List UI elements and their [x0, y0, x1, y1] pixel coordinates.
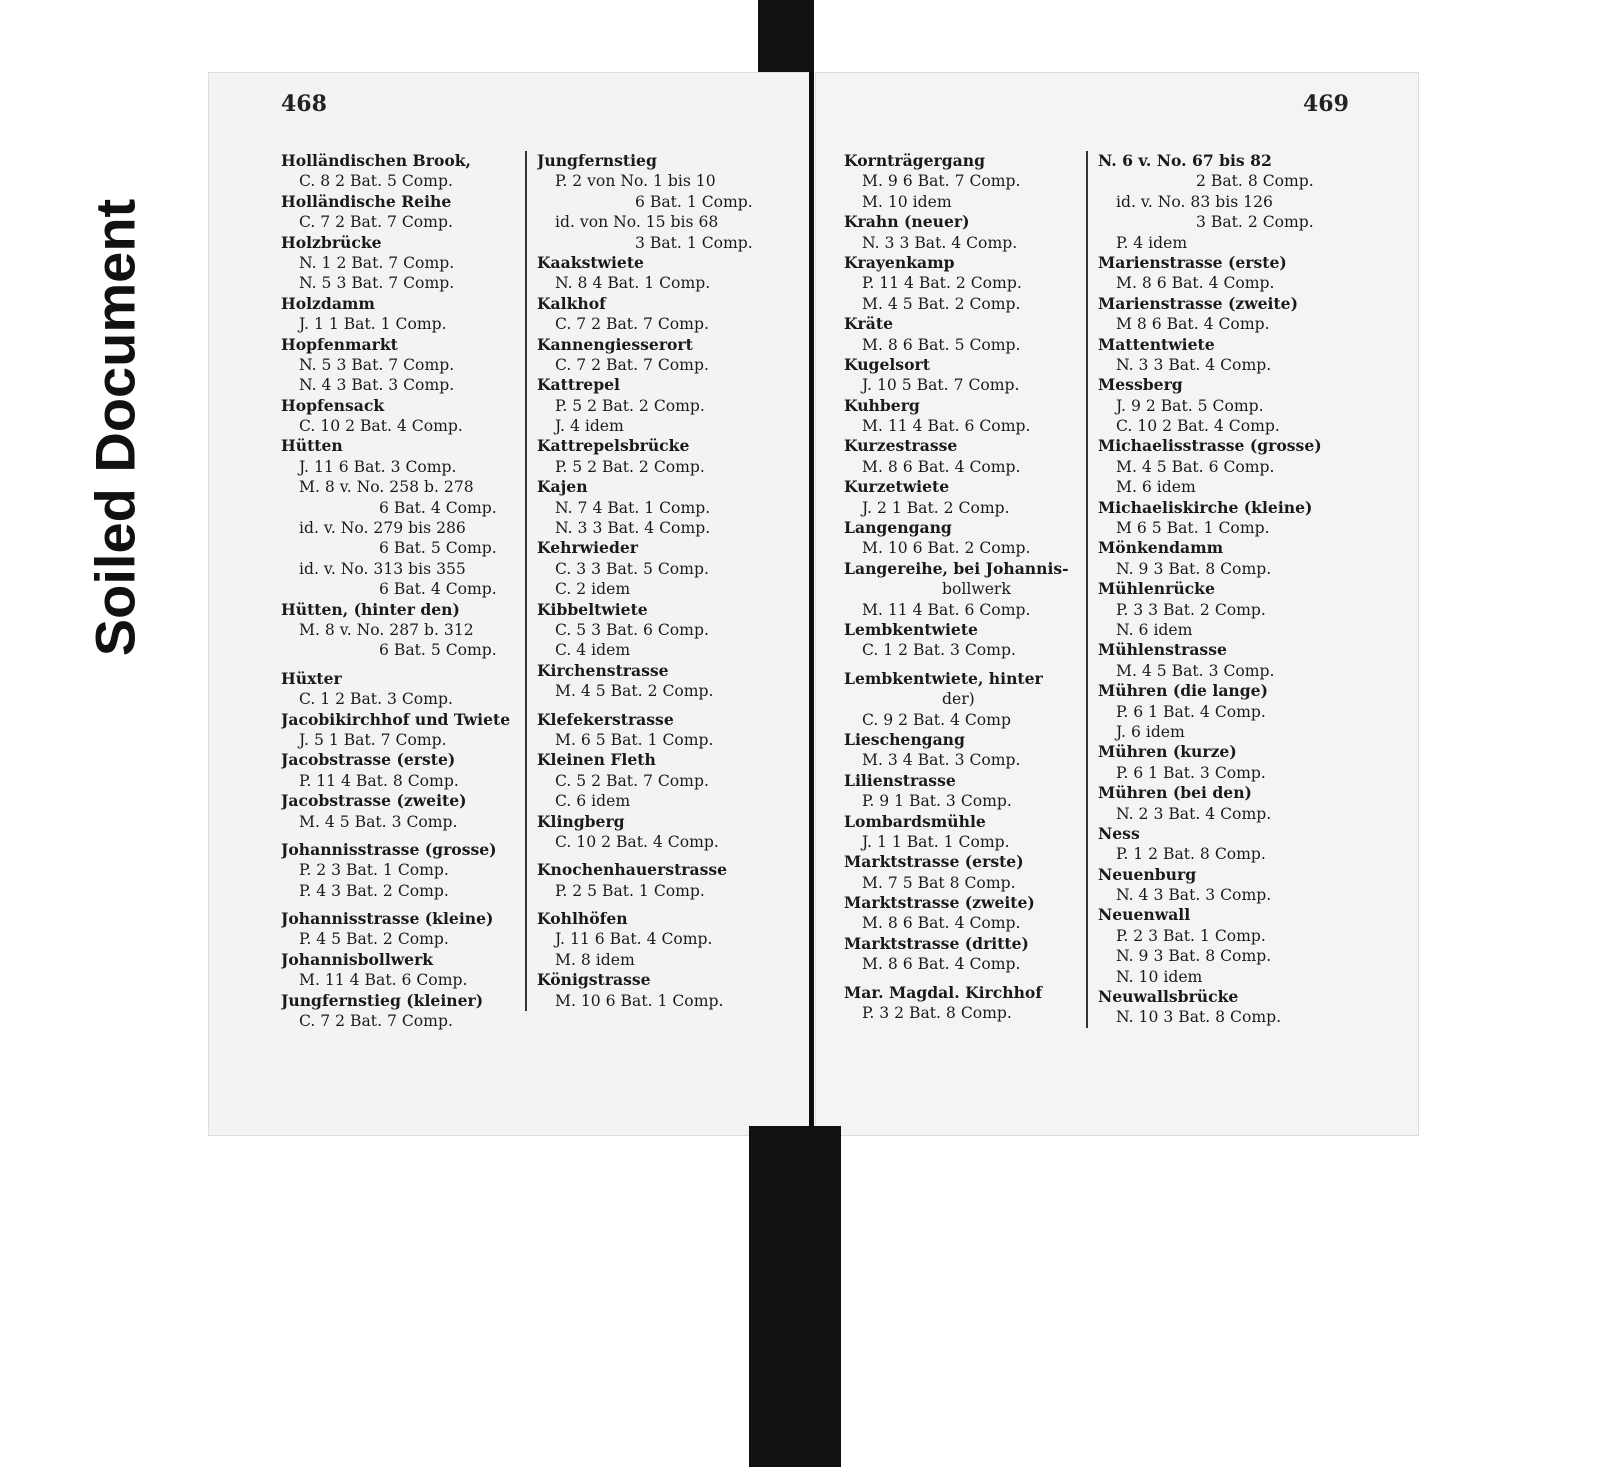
street-heading: Königstrasse: [537, 970, 651, 990]
spacer: [537, 901, 787, 909]
entry-line: id. von No. 15 bis 68: [555, 213, 719, 232]
entry-line: J. 11 6 Bat. 3 Comp.: [299, 457, 457, 476]
entry-line: P. 3 2 Bat. 8 Comp.: [862, 1004, 1012, 1023]
street-heading: Kannengiesserort: [537, 334, 693, 354]
left-page-number: 468: [281, 91, 327, 117]
street-heading: Kornträgergang: [844, 151, 985, 170]
entry-line: N. 8 4 Bat. 1 Comp.: [555, 274, 711, 293]
entry-line: M. 9 6 Bat. 7 Comp.: [862, 172, 1021, 191]
entry-line: C. 5 3 Bat. 6 Comp.: [555, 620, 709, 639]
street-heading: Marktstrasse (zweite): [844, 893, 1035, 913]
street-heading: Lilienstrasse: [844, 770, 956, 790]
entry-line: C. 7 2 Bat. 7 Comp.: [299, 1012, 453, 1031]
entry-line: M. 8 6 Bat. 4 Comp.: [862, 457, 1021, 476]
entry-line: id. v. No. 279 bis 286: [299, 519, 466, 538]
entry-line: 2 Bat. 8 Comp.: [1196, 172, 1314, 191]
spacer: [844, 661, 1094, 669]
street-heading: Jungfernstieg (kleiner): [281, 990, 484, 1010]
street-heading: Kurzetwiete: [844, 477, 950, 497]
street-heading: Hopfenmarkt: [281, 334, 398, 354]
street-heading: Hütten: [281, 436, 343, 456]
entry-line: C. 1 2 Bat. 3 Comp.: [299, 690, 453, 709]
street-heading: Jacobstrasse (erste): [281, 750, 456, 770]
street-heading: Kattrepel: [537, 375, 620, 395]
entry-line: N. 10 idem: [1116, 967, 1203, 986]
left-column-1: [281, 151, 531, 1031]
entry-line: P. 9 1 Bat. 3 Comp.: [862, 792, 1012, 811]
spacer: [281, 901, 531, 909]
street-heading: Hütten, (hinter den): [281, 599, 460, 619]
entry-line: J. 10 5 Bat. 7 Comp.: [862, 376, 1020, 395]
entry-line: C. 6 idem: [555, 792, 631, 811]
entry-line: M. 8 6 Bat. 4 Comp.: [862, 914, 1021, 933]
spacer: [281, 832, 531, 840]
entry-line: bollwerk: [942, 580, 1011, 599]
street-heading: Neuwallsbrücke: [1098, 987, 1239, 1007]
street-heading: Jacobikirchhof und Twiete: [281, 709, 511, 729]
street-heading: Kleinen Fleth: [537, 750, 656, 770]
spacer: [281, 661, 531, 669]
street-heading: Mühren (die lange): [1098, 681, 1268, 701]
entry-line: M. 8 6 Bat. 4 Comp.: [1116, 274, 1275, 293]
entry-line: P. 2 von No. 1 bis 10: [555, 172, 716, 191]
street-heading: Johannisstrasse (grosse): [281, 839, 497, 859]
street-heading: Langengang: [844, 518, 952, 538]
entry-line: 3 Bat. 2 Comp.: [1196, 213, 1314, 232]
entry-line: 6 Bat. 4 Comp.: [379, 498, 497, 517]
street-heading: Kaakstwiete: [537, 252, 644, 272]
entry-line: 6 Bat. 4 Comp.: [379, 580, 497, 599]
street-heading: Kajen: [537, 477, 588, 497]
entry-line: P. 11 4 Bat. 8 Comp.: [299, 771, 459, 790]
entry-line: M. 6 5 Bat. 1 Comp.: [555, 730, 714, 749]
street-heading: Klefekerstrasse: [537, 709, 674, 729]
entry-line: C. 10 2 Bat. 4 Comp.: [1116, 417, 1280, 436]
street-heading: Jungfernstieg: [537, 151, 657, 170]
entry-line: P. 4 5 Bat. 2 Comp.: [299, 930, 449, 949]
entry-line: P. 5 2 Bat. 2 Comp.: [555, 457, 705, 476]
entry-line: M. 10 6 Bat. 1 Comp.: [555, 991, 724, 1010]
street-heading: Mönkendamm: [1098, 538, 1224, 558]
entry-line: N. 9 3 Bat. 8 Comp.: [1116, 559, 1272, 578]
street-heading: Mühlenstrasse: [1098, 640, 1227, 660]
entry-line: C. 10 2 Bat. 4 Comp.: [299, 417, 463, 436]
street-heading: Mühlenrücke: [1098, 579, 1215, 599]
street-heading: Messberg: [1098, 375, 1183, 395]
entry-line: C. 10 2 Bat. 4 Comp.: [555, 832, 719, 851]
left-column-2: [525, 151, 787, 1011]
street-heading: Mattentwiete: [1098, 334, 1215, 354]
entry-line: P. 2 3 Bat. 1 Comp.: [1116, 926, 1266, 945]
street-heading: Johannisbollwerk: [281, 949, 434, 969]
street-heading: Kohlhöfen: [537, 909, 628, 929]
street-heading: Lembkentwiete: [844, 619, 978, 639]
entry-line: P. 11 4 Bat. 2 Comp.: [862, 274, 1022, 293]
entry-line: N. 3 3 Bat. 4 Comp.: [862, 233, 1018, 252]
spacer: [537, 852, 787, 860]
street-heading: Knochenhauerstrasse: [537, 860, 728, 880]
entry-line: J. 6 idem: [1116, 722, 1185, 741]
left-page: [208, 72, 813, 1136]
entry-line: J. 4 idem: [555, 417, 624, 436]
street-heading: Lieschengang: [844, 729, 965, 749]
entry-line: M. 4 5 Bat. 3 Comp.: [1116, 661, 1275, 680]
right-page-number: 469: [1303, 91, 1349, 117]
entry-line: der): [942, 690, 975, 709]
street-heading: Neuenwall: [1098, 905, 1191, 925]
street-heading: N. 6 v. No. 67 bis 82: [1098, 151, 1272, 170]
entry-line: M. 4 5 Bat. 2 Comp.: [862, 294, 1021, 313]
entry-line: M. 3 4 Bat. 3 Comp.: [862, 751, 1021, 770]
street-heading: Mar. Magdal. Kirchhof: [844, 982, 1043, 1002]
entry-line: N. 5 3 Bat. 7 Comp.: [299, 355, 455, 374]
entry-line: J. 5 1 Bat. 7 Comp.: [299, 730, 447, 749]
entry-line: C. 7 2 Bat. 7 Comp.: [555, 315, 709, 334]
street-heading: Holzdamm: [281, 293, 375, 313]
street-heading: Holländische Reihe: [281, 191, 452, 211]
entry-line: N. 2 3 Bat. 4 Comp.: [1116, 804, 1272, 823]
entry-line: C. 2 idem: [555, 580, 631, 599]
entry-line: M. 11 4 Bat. 6 Comp.: [862, 417, 1031, 436]
street-heading: Lembkentwiete, hinter: [844, 668, 1043, 688]
entry-line: N. 4 3 Bat. 3 Comp.: [299, 376, 455, 395]
entry-line: P. 2 3 Bat. 1 Comp.: [299, 861, 449, 880]
entry-line: M. 8 idem: [555, 950, 635, 969]
street-heading: Kuhberg: [844, 395, 920, 415]
street-heading: Langereihe, bei Johannis-: [844, 558, 1069, 578]
right-page: [815, 72, 1419, 1136]
entry-line: N. 7 4 Bat. 1 Comp.: [555, 498, 711, 517]
right-column-2: [1086, 151, 1348, 1028]
entry-line: M. 8 6 Bat. 5 Comp.: [862, 335, 1021, 354]
entry-line: C. 9 2 Bat. 4 Comp: [862, 710, 1011, 729]
entry-line: C. 7 2 Bat. 7 Comp.: [555, 355, 709, 374]
entry-line: 6 Bat. 5 Comp.: [379, 539, 497, 558]
street-heading: Kattrepelsbrücke: [537, 436, 690, 456]
entry-line: C. 8 2 Bat. 5 Comp.: [299, 172, 453, 191]
entry-line: 6 Bat. 1 Comp.: [635, 192, 753, 211]
entry-line: P. 6 1 Bat. 3 Comp.: [1116, 763, 1266, 782]
street-heading: Mühren (kurze): [1098, 742, 1237, 762]
entry-line: P. 1 2 Bat. 8 Comp.: [1116, 845, 1266, 864]
street-heading: Kräte: [844, 314, 893, 334]
entry-line: P. 6 1 Bat. 4 Comp.: [1116, 702, 1266, 721]
street-heading: Ness: [1098, 823, 1140, 843]
street-heading: Mühren (bei den): [1098, 783, 1252, 803]
entry-line: P. 3 3 Bat. 2 Comp.: [1116, 600, 1266, 619]
street-heading: Marktstrasse (dritte): [844, 933, 1029, 953]
entry-line: N. 3 3 Bat. 4 Comp.: [555, 519, 711, 538]
entry-line: 6 Bat. 5 Comp.: [379, 641, 497, 660]
entry-line: C. 4 idem: [555, 641, 631, 660]
street-heading: Jacobstrasse (zweite): [281, 791, 467, 811]
entry-line: J. 11 6 Bat. 4 Comp.: [555, 930, 713, 949]
street-heading: Hopfensack: [281, 395, 385, 415]
entry-line: P. 5 2 Bat. 2 Comp.: [555, 396, 705, 415]
entry-line: id. v. No. 83 bis 126: [1116, 192, 1273, 211]
spacer: [537, 702, 787, 710]
entry-line: P. 4 idem: [1116, 233, 1188, 252]
entry-line: J. 2 1 Bat. 2 Comp.: [862, 498, 1010, 517]
entry-line: C. 1 2 Bat. 3 Comp.: [862, 641, 1016, 660]
entry-line: C. 5 2 Bat. 7 Comp.: [555, 771, 709, 790]
page-gutter: [809, 72, 814, 1134]
entry-line: J. 1 1 Bat. 1 Comp.: [299, 315, 447, 334]
entry-line: N. 5 3 Bat. 7 Comp.: [299, 274, 455, 293]
street-heading: Holzbrücke: [281, 232, 382, 252]
soiled-document-stamp: Soiled Document: [83, 198, 147, 657]
street-heading: Holländischen Brook,: [281, 151, 471, 170]
entry-line: N. 4 3 Bat. 3 Comp.: [1116, 886, 1272, 905]
right-column-1: [844, 151, 1094, 1023]
entry-line: C. 7 2 Bat. 7 Comp.: [299, 213, 453, 232]
entry-line: N. 3 3 Bat. 4 Comp.: [1116, 355, 1272, 374]
entry-line: P. 2 5 Bat. 1 Comp.: [555, 881, 705, 900]
entry-line: M. 8 v. No. 287 b. 312: [299, 620, 474, 639]
entry-line: P. 4 3 Bat. 2 Comp.: [299, 881, 449, 900]
street-heading: Krayenkamp: [844, 252, 955, 272]
street-heading: Marienstrasse (erste): [1098, 252, 1287, 272]
street-heading: Neuenburg: [1098, 864, 1197, 884]
street-heading: Kurzestrasse: [844, 436, 958, 456]
binding-spine-top: [758, 0, 814, 72]
entry-line: M. 7 5 Bat 8 Comp.: [862, 873, 1016, 892]
entry-line: M 8 6 Bat. 4 Comp.: [1116, 315, 1270, 334]
street-heading: Kibbeltwiete: [537, 599, 648, 619]
street-heading: Klingberg: [537, 811, 625, 831]
entry-line: N. 10 3 Bat. 8 Comp.: [1116, 1008, 1282, 1027]
entry-line: M. 11 4 Bat. 6 Comp.: [862, 600, 1031, 619]
entry-line: M. 4 5 Bat. 2 Comp.: [555, 682, 714, 701]
entry-line: 3 Bat. 1 Comp.: [635, 233, 753, 252]
entry-line: N. 6 idem: [1116, 620, 1193, 639]
entry-line: M. 11 4 Bat. 6 Comp.: [299, 971, 468, 990]
entry-line: M. 6 idem: [1116, 478, 1196, 497]
street-heading: Michaeliskirche (kleine): [1098, 497, 1313, 517]
binding-spine-bottom: [749, 1126, 841, 1467]
entry-line: J. 9 2 Bat. 5 Comp.: [1116, 396, 1264, 415]
street-heading: Kehrwieder: [537, 538, 638, 558]
street-heading: Johannisstrasse (kleine): [281, 909, 494, 929]
street-heading: Krahn (neuer): [844, 212, 970, 232]
entry-line: J. 1 1 Bat. 1 Comp.: [862, 832, 1010, 851]
entry-line: M 6 5 Bat. 1 Comp.: [1116, 519, 1270, 538]
entry-line: M. 10 6 Bat. 2 Comp.: [862, 539, 1031, 558]
street-heading: Hüxter: [281, 668, 342, 688]
street-heading: Lombardsmühle: [844, 811, 986, 831]
entry-line: N. 1 2 Bat. 7 Comp.: [299, 253, 455, 272]
entry-line: id. v. No. 313 bis 355: [299, 559, 466, 578]
entry-line: C. 3 3 Bat. 5 Comp.: [555, 559, 709, 578]
street-heading: Marktstrasse (erste): [844, 852, 1024, 872]
street-heading: Kirchenstrasse: [537, 660, 669, 680]
entry-line: M. 10 idem: [862, 192, 952, 211]
street-heading: Marienstrasse (zweite): [1098, 293, 1298, 313]
spacer: [844, 975, 1094, 983]
entry-line: M. 8 v. No. 258 b. 278: [299, 478, 474, 497]
street-heading: Michaelisstrasse (grosse): [1098, 436, 1322, 456]
street-heading: Kalkhof: [537, 293, 606, 313]
street-heading: Kugelsort: [844, 354, 930, 374]
entry-line: M. 8 6 Bat. 4 Comp.: [862, 955, 1021, 974]
entry-line: M. 4 5 Bat. 3 Comp.: [299, 812, 458, 831]
entry-line: N. 9 3 Bat. 8 Comp.: [1116, 947, 1272, 966]
entry-line: M. 4 5 Bat. 6 Comp.: [1116, 457, 1275, 476]
